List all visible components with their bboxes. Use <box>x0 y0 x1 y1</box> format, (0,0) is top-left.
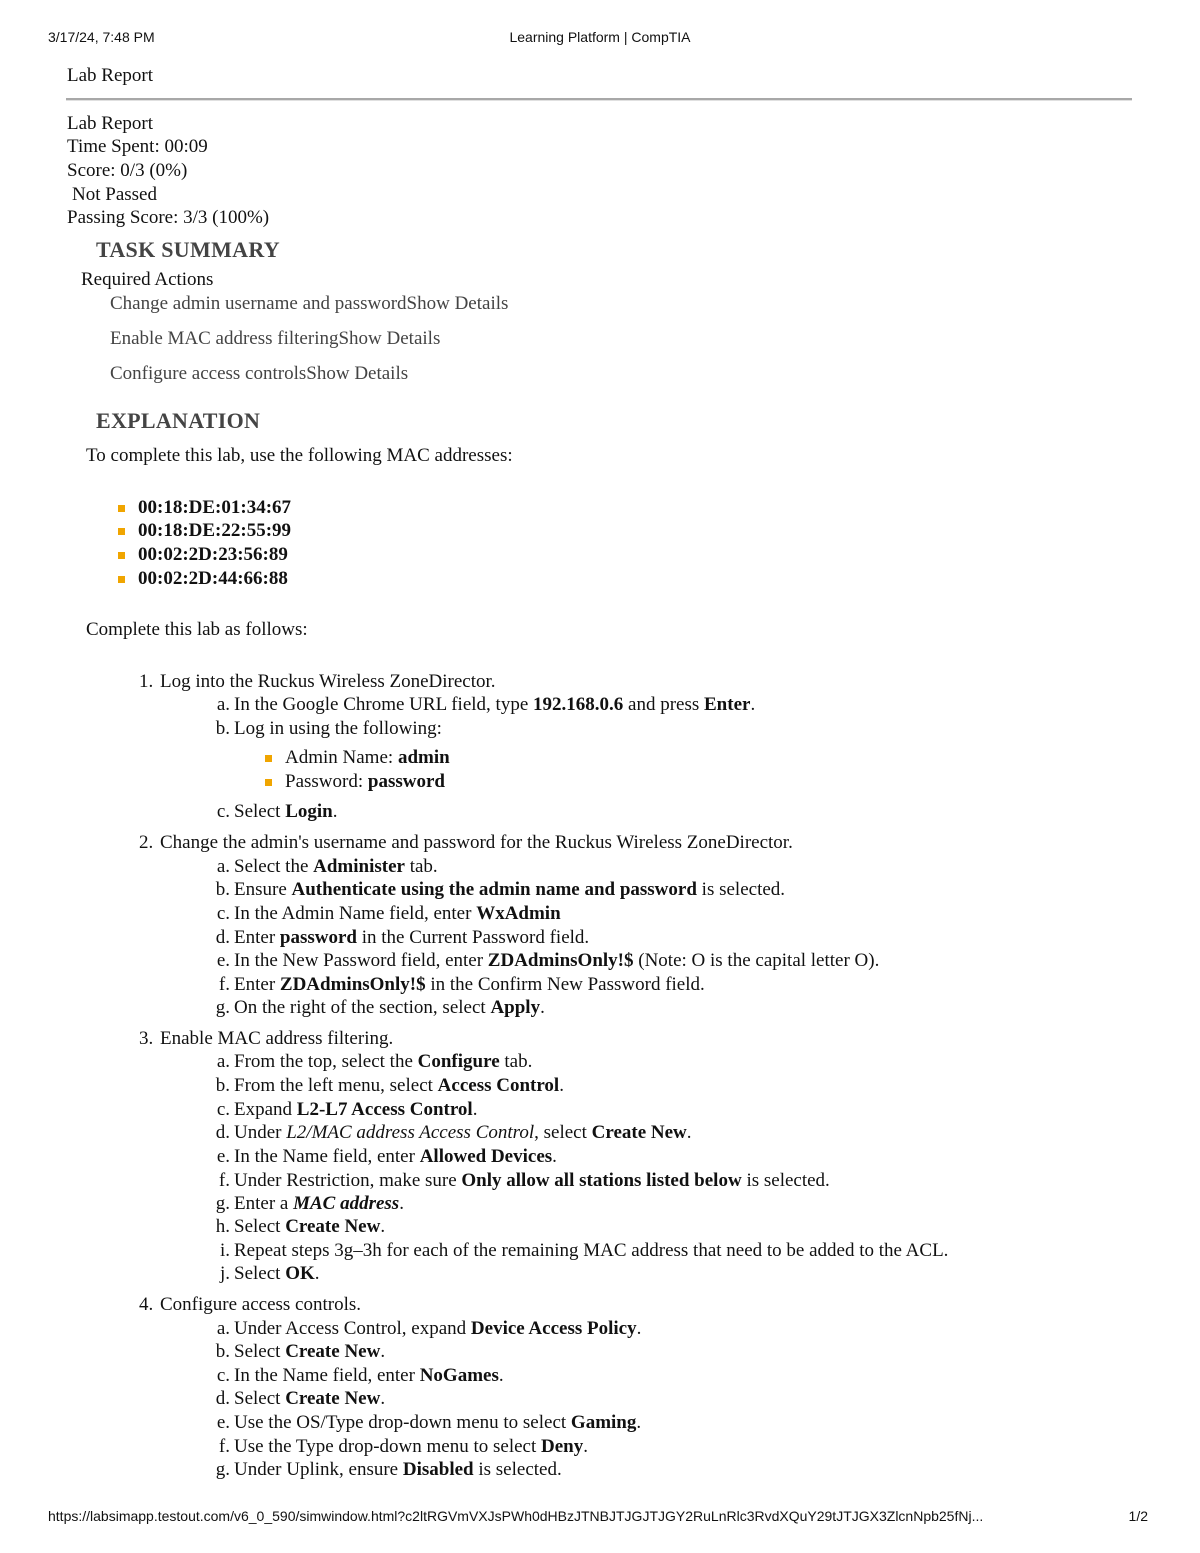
substep-text <box>234 903 561 925</box>
explanation-heading: EXPLANATION <box>96 408 261 433</box>
substep-letter: g. <box>215 1459 230 1480</box>
substep-letter: h. <box>215 1216 230 1237</box>
substep-text <box>234 1388 385 1410</box>
substep-text <box>234 1099 477 1121</box>
show-details-link[interactable]: Show Details <box>306 363 409 384</box>
text-run: . <box>552 1146 557 1167</box>
text-run: Log in using the following: <box>234 718 442 739</box>
text-run: From the left menu, select <box>234 1075 438 1096</box>
page-heading: Lab Report <box>67 65 154 86</box>
text-run: WxAdmin <box>476 903 561 924</box>
text-run: L2-L7 Access Control <box>296 1099 473 1120</box>
substep-letter: g. <box>215 1193 230 1214</box>
text-run: Gaming <box>570 1412 637 1433</box>
substep-text <box>234 1216 385 1238</box>
text-run: password <box>279 927 357 948</box>
credential-item <box>285 771 445 793</box>
substep-text <box>234 950 879 972</box>
print-datetime: 3/17/24, 7:48 PM <box>48 29 155 45</box>
text-run: L2/MAC address Access Control <box>286 1122 535 1143</box>
status-badge: Not Passed <box>72 184 157 205</box>
text-run: Allowed Devices <box>419 1146 553 1167</box>
substep-text <box>234 879 785 901</box>
text-run: and press <box>623 694 704 715</box>
text-run: Select <box>234 1216 286 1237</box>
show-details-link[interactable]: Show Details <box>338 328 441 349</box>
text-run: Admin Name: <box>285 747 398 768</box>
text-run: Select <box>234 1263 286 1284</box>
time-spent: Time Spent: 00:09 <box>67 136 208 157</box>
text-run: Access Control <box>437 1075 560 1096</box>
text-run: Select <box>234 1388 286 1409</box>
text-run: . <box>686 1122 692 1143</box>
text-run: Expand <box>234 1099 297 1120</box>
task-item <box>110 293 508 315</box>
text-run: Create New <box>285 1216 381 1237</box>
substep-text <box>234 1412 641 1434</box>
text-run: . <box>583 1436 588 1457</box>
text-run: OK <box>285 1263 315 1284</box>
text-run: . <box>380 1388 386 1409</box>
heading-divider <box>66 98 1132 101</box>
mac-address: 00:18:DE:22:55:99 <box>138 520 292 541</box>
substep-letter: g. <box>215 997 230 1018</box>
text-run: Password: <box>285 771 368 792</box>
text-run: Only allow all stations listed below <box>461 1170 742 1191</box>
bullet-marker <box>118 528 125 535</box>
step-text: Log into the Ruckus Wireless ZoneDirector. <box>160 671 496 692</box>
substep-letter: e. <box>216 950 230 971</box>
substep-text <box>234 1051 532 1073</box>
task-item <box>110 328 440 350</box>
text-run: Apply <box>490 997 541 1018</box>
text-run: . <box>498 1365 504 1386</box>
text-run: is selected. <box>741 1170 830 1191</box>
text-run: Ensure <box>234 879 292 900</box>
text-run: . <box>472 1099 478 1120</box>
substep-letter: b. <box>215 1075 230 1096</box>
mac-address: 00:02:2D:44:66:88 <box>138 568 288 589</box>
step-text: Configure access controls. <box>160 1294 362 1315</box>
substep-text <box>234 856 438 878</box>
substep-letter: f. <box>218 1170 230 1191</box>
score: Score: 0/3 (0%) <box>67 160 188 181</box>
text-run: In the Admin Name field, enter <box>234 903 477 924</box>
text-run: Under Restriction, make sure <box>234 1170 462 1191</box>
task-item-text: Change admin username and password <box>110 293 407 314</box>
substep-letter: c. <box>216 903 230 924</box>
text-run: From the top, select the <box>234 1051 418 1072</box>
text-run: ZDAdminsOnly!$ <box>487 950 634 971</box>
substep-text <box>234 1365 504 1387</box>
substep-letter: a. <box>216 1051 230 1072</box>
task-item-text: Configure access controls <box>110 363 307 384</box>
substep-text <box>234 1170 830 1192</box>
text-run: is selected. <box>473 1459 562 1480</box>
substep-text <box>234 1341 385 1363</box>
text-run: Create New <box>285 1388 381 1409</box>
text-run: . <box>380 1216 386 1237</box>
substep-letter: a. <box>216 1318 230 1339</box>
substep-text <box>234 801 337 823</box>
text-run: Under Uplink, ensure <box>234 1459 403 1480</box>
report-title: Lab Report <box>67 113 154 134</box>
task-summary-heading: TASK SUMMARY <box>96 237 280 262</box>
step-text: Enable MAC address filtering. <box>160 1028 394 1049</box>
substep-letter: j. <box>219 1263 230 1284</box>
substep-letter: e. <box>216 1412 230 1433</box>
task-item <box>110 363 408 385</box>
substep-text <box>234 1075 564 1097</box>
text-run: . <box>380 1341 386 1362</box>
text-run: 192.168.0.6 <box>533 694 624 715</box>
print-footer-url: https://labsimapp.testout.com/v6_0_590/simwindow.html?c2ltRGVmVXJsPWh0dHBzJTNBJTJGJTJGY2RuLnRlc3RvdXQuY29tJTJGX3ZlcnNpb25fNj... <box>48 1508 984 1524</box>
text-run: . <box>399 1193 404 1214</box>
text-run: in the Current Password field. <box>356 927 590 948</box>
step-number: 2. <box>139 832 154 853</box>
print-page-number: 1/2 <box>1128 1508 1148 1524</box>
step-number: 4. <box>139 1294 154 1315</box>
substep-text <box>234 1240 948 1262</box>
text-run: Repeat steps 3g–3h for each of the remaining MAC address that need to be added to the ACL. <box>234 1240 949 1261</box>
text-run: Deny <box>541 1436 584 1457</box>
substep-text <box>234 1122 692 1144</box>
substep-letter: b. <box>215 718 230 739</box>
text-run: Login <box>285 801 333 822</box>
mac-address: 00:02:2D:23:56:89 <box>138 544 288 565</box>
text-run: (Note: O is the capital letter O). <box>633 950 880 971</box>
text-run: tab. <box>499 1051 533 1072</box>
bullet-marker <box>118 552 125 559</box>
task-item-text: Enable MAC address filtering <box>110 328 339 349</box>
text-run: in the Confirm New Password field. <box>425 974 705 995</box>
text-run: MAC address <box>293 1193 400 1214</box>
text-run: Disabled <box>402 1459 474 1480</box>
text-run: Select <box>234 801 286 822</box>
text-run: . <box>636 1318 642 1339</box>
substep-letter: a. <box>216 856 230 877</box>
substep-letter: c. <box>216 1099 230 1120</box>
text-run: . <box>314 1263 320 1284</box>
credential-item <box>285 747 450 769</box>
text-run: In the Google Chrome URL field, type <box>234 694 534 715</box>
text-run: Enter <box>234 974 280 995</box>
substep-letter: b. <box>215 1341 230 1362</box>
bullet-marker <box>265 779 272 786</box>
text-run: . <box>750 694 756 715</box>
substep-text <box>234 718 442 740</box>
substep-letter: f. <box>218 974 230 995</box>
text-run: , select <box>534 1122 592 1143</box>
text-run: Select <box>234 1341 286 1362</box>
substep-text <box>234 927 589 949</box>
bullet-marker <box>118 505 125 512</box>
text-run: On the right of the section, select <box>234 997 491 1018</box>
text-run: Administer <box>313 856 405 877</box>
steps-intro: Complete this lab as follows: <box>86 619 308 640</box>
substep-text <box>234 1146 557 1168</box>
substep-text <box>234 694 755 716</box>
mac-address: 00:18:DE:01:34:67 <box>138 497 292 518</box>
text-run: Select the <box>234 856 314 877</box>
text-run: Create New <box>285 1341 381 1362</box>
substep-text <box>234 997 545 1019</box>
text-run: . <box>540 997 545 1018</box>
text-run: Device Access Policy <box>470 1318 637 1339</box>
text-run: In the Name field, enter <box>234 1365 420 1386</box>
explanation-intro: To complete this lab, use the following MAC addresses: <box>86 445 513 466</box>
substep-letter: d. <box>215 1122 230 1143</box>
text-run: . <box>636 1412 642 1433</box>
text-run: Enter <box>234 927 280 948</box>
substep-letter: c. <box>216 801 230 822</box>
text-run: Under Access Control, expand <box>234 1318 471 1339</box>
text-run: Create New <box>591 1122 687 1143</box>
text-run: admin <box>397 747 450 768</box>
text-run: . <box>332 801 338 822</box>
text-run: Configure <box>417 1051 500 1072</box>
substep-text <box>234 1436 588 1458</box>
text-run: Enter a <box>234 1193 294 1214</box>
substep-text <box>234 1459 562 1481</box>
substep-letter: d. <box>215 927 230 948</box>
substep-letter: i. <box>219 1240 230 1261</box>
step-number: 1. <box>139 671 154 692</box>
text-run: tab. <box>404 856 438 877</box>
text-run: Under <box>234 1122 287 1143</box>
text-run: Enter <box>704 694 751 715</box>
substep-text <box>234 974 705 996</box>
text-run: Use the Type drop-down menu to select <box>234 1436 541 1457</box>
show-details-link[interactable]: Show Details <box>406 293 509 314</box>
substep-text <box>234 1318 641 1340</box>
substep-letter: c. <box>216 1365 230 1386</box>
bullet-marker <box>118 576 125 583</box>
step-text: Change the admin's username and password for the Ruckus Wireless ZoneDirector. <box>160 832 793 853</box>
substep-text <box>234 1193 404 1215</box>
required-actions-heading: Required Actions <box>81 269 214 290</box>
text-run: password <box>367 771 445 792</box>
step-number: 3. <box>139 1028 154 1049</box>
text-run: Use the OS/Type drop-down menu to select <box>234 1412 571 1433</box>
substep-letter: a. <box>216 694 230 715</box>
print-title: Learning Platform | CompTIA <box>509 29 691 45</box>
text-run: ZDAdminsOnly!$ <box>279 974 426 995</box>
text-run: . <box>559 1075 564 1096</box>
text-run: is selected. <box>696 879 786 900</box>
text-run: NoGames <box>419 1365 499 1386</box>
text-run: In the Name field, enter <box>234 1146 420 1167</box>
substep-letter: b. <box>215 879 230 900</box>
substep-text <box>234 1263 320 1285</box>
bullet-marker <box>265 755 272 762</box>
substep-letter: e. <box>216 1146 230 1167</box>
passing-score: Passing Score: 3/3 (100%) <box>67 207 270 228</box>
substep-letter: f. <box>218 1436 230 1457</box>
substep-letter: d. <box>215 1388 230 1409</box>
text-run: Authenticate using the admin name and password <box>291 879 697 900</box>
text-run: In the New Password field, enter <box>234 950 488 971</box>
